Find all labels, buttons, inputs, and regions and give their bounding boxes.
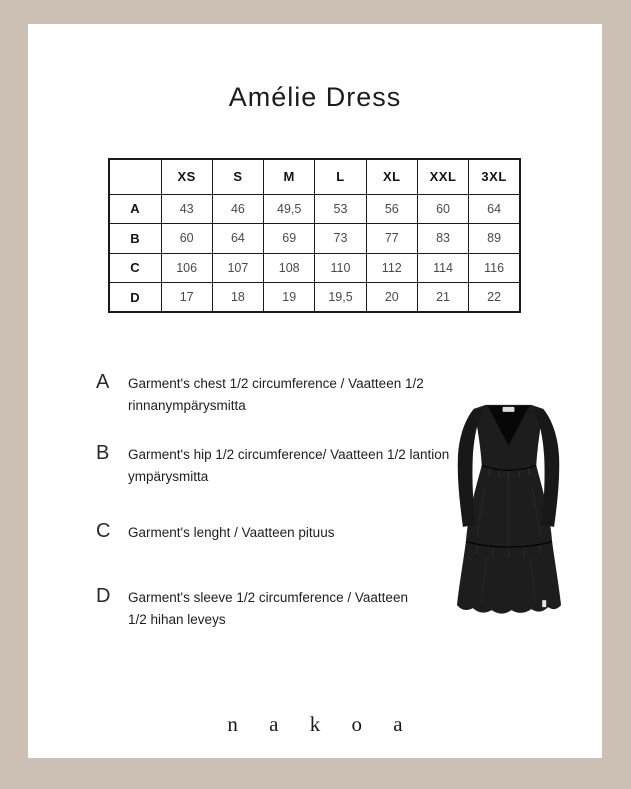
size-cell: 19,5 — [315, 283, 366, 313]
size-cell: 107 — [212, 253, 263, 283]
legend-line: rinnanympärysmitta — [128, 398, 246, 413]
size-table — [108, 158, 521, 313]
size-col-header: 3XL — [469, 159, 520, 194]
legend-key: A — [96, 371, 110, 393]
size-cell: 73 — [315, 224, 366, 254]
table-row — [109, 283, 520, 313]
size-cell: 110 — [315, 253, 366, 283]
brand-logo: n a k o a — [227, 712, 416, 736]
size-col-header — [109, 159, 161, 194]
legend-text — [128, 522, 473, 544]
legend-line: Garment's chest 1/2 circumference / Vaatteen 1/2 — [128, 376, 424, 391]
size-cell: 108 — [264, 253, 315, 283]
legend-key: C — [96, 520, 111, 542]
row-label: A — [109, 194, 161, 224]
size-cell: 106 — [161, 253, 212, 283]
size-cell: 77 — [366, 224, 417, 254]
size-cell: 112 — [366, 253, 417, 283]
size-cell: 56 — [366, 194, 417, 224]
table-row — [109, 253, 520, 283]
table-row — [109, 224, 520, 254]
row-label: D — [109, 283, 161, 313]
size-cell: 43 — [161, 194, 212, 224]
size-cell: 89 — [469, 224, 520, 254]
legend-text — [128, 444, 473, 488]
page-title: Amélie Dress — [228, 82, 402, 112]
size-cell: 20 — [366, 283, 417, 313]
size-cell: 64 — [469, 194, 520, 224]
legend-line: 1/2 hihan leveys — [128, 612, 226, 627]
size-cell: 46 — [212, 194, 263, 224]
size-cell: 49,5 — [264, 194, 315, 224]
size-table-header-row — [109, 159, 520, 194]
size-cell: 18 — [212, 283, 263, 313]
size-cell: 17 — [161, 283, 212, 313]
legend-line: Garment's hip 1/2 circumference/ Vaatteen 1/2 lantion — [128, 447, 450, 462]
row-label: C — [109, 253, 161, 283]
row-label: B — [109, 224, 161, 254]
legend-key: B — [96, 442, 110, 464]
legend-text — [128, 587, 473, 631]
size-col-header: XS — [161, 159, 212, 194]
legend-line: Garment's lenght / Vaatteen pituus — [128, 525, 335, 540]
size-cell: 60 — [161, 224, 212, 254]
table-row — [109, 194, 520, 224]
size-cell: 64 — [212, 224, 263, 254]
legend-key: D — [96, 585, 111, 607]
legend-line: Garment's sleeve 1/2 circumference / Vaatteen — [128, 590, 408, 605]
size-cell: 116 — [469, 253, 520, 283]
size-col-header: M — [264, 159, 315, 194]
size-cell: 21 — [417, 283, 468, 313]
size-cell: 83 — [417, 224, 468, 254]
neck-label-tag — [503, 407, 515, 412]
size-cell: 69 — [264, 224, 315, 254]
size-cell: 53 — [315, 194, 366, 224]
size-col-header: L — [315, 159, 366, 194]
size-cell: 114 — [417, 253, 468, 283]
dress-photo — [452, 398, 566, 618]
size-col-header: XL — [366, 159, 417, 194]
size-col-header: S — [212, 159, 263, 194]
legend-line: ympärysmitta — [128, 469, 209, 484]
size-cell: 19 — [264, 283, 315, 313]
sheet-page — [28, 24, 602, 758]
size-col-header: XXL — [417, 159, 468, 194]
legend-text — [128, 373, 473, 417]
size-cell: 60 — [417, 194, 468, 224]
hem-tag — [542, 600, 546, 607]
size-cell: 22 — [469, 283, 520, 313]
